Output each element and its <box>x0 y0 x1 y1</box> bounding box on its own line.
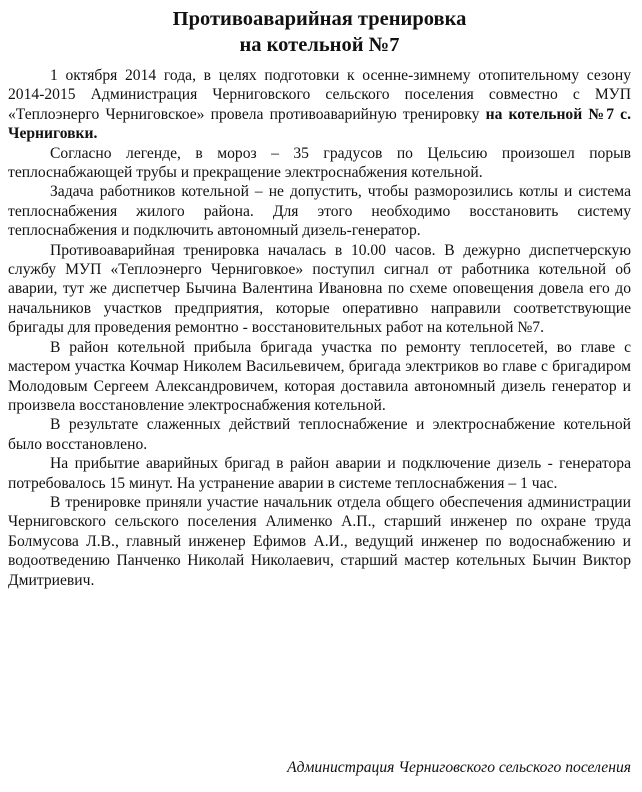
paragraph-result: В результате слаженных действий теплоснабжение и электроснабжение котельной было восстановлено. <box>8 416 631 453</box>
document-page <box>8 6 631 590</box>
page-title <box>8 6 631 58</box>
paragraph-participants: В тренировке приняли участие начальник отдела общего обеспечения администрации Черниговского сельского поселения Алименко А.П., старший инженер по охране труда Болмусова Л.В., главный инженер Ефимов А.И., ведущий инженер по водоснабжению и водоотведению Панченко Николай Николаевич, старший мастер котельных Бычин Виктор Дмитриевич. <box>8 493 631 589</box>
paragraph-task: Задача работников котельной – не допустить, чтобы разморозились котлы и система теплоснабжения жилого района. Для этого необходимо восстановить систему теплоснабжения и подключить автономный дизель-генератор. <box>8 183 631 240</box>
paragraph-legend: Согласно легенде, в мороз – 35 градусов по Цельсию произошел порыв теплоснабжающей трубы и прекращение электроснабжения котельной. <box>8 144 631 182</box>
paragraph-timing: На прибытие аварийных бригад в район аварии и подключение дизель - генератора потребовалось 15 минут. На устранение аварии в системе теплоснабжения – 1 час. <box>8 455 631 492</box>
paragraph-intro <box>8 66 631 144</box>
paragraph-text: 1 октября 2014 года, в целях подготовки к осенне-зимнему отопительному сезону 2014-2015 Администрация Черниговского сельского поселения совместно с МУП «Теплоэнерго Черниговское» провела противоаварийную тренировку <box>8 67 631 123</box>
title-line-1: Противоаварийная тренировка <box>172 8 467 30</box>
paragraph-bold-text: на котельной №7 с. Черниговки. <box>8 105 631 143</box>
title-line-2: на котельной №7 <box>239 34 400 56</box>
paragraph-brigades: В район котельной прибыла бригада участка по ремонту теплосетей, во главе с мастером участка Кочмар Николем Васильевичем, бригада электриков во главе с бригадиром Молодовым Сергеем Александровичем, которая доставила автономный дизель генератор и произвела восстановление электроснабжения котельной. <box>8 338 631 414</box>
signature: Администрация Черниговского сельского поселения <box>287 759 631 776</box>
paragraph-start: Противоаварийная тренировка началась в 10.00 часов. В дежурно диспетчерскую службу МУП «Теплоэнерго Черниговкое» поступил сигнал от работника котельной об аварии, тут же диспетчер Бычина Валентина Ивановна по схеме оповещения довела его до начальников участков предприятия, которые оперативно направили соответствующие бригады для проведения ремонтно - восстановительных работ на котельной №7. <box>8 241 631 337</box>
